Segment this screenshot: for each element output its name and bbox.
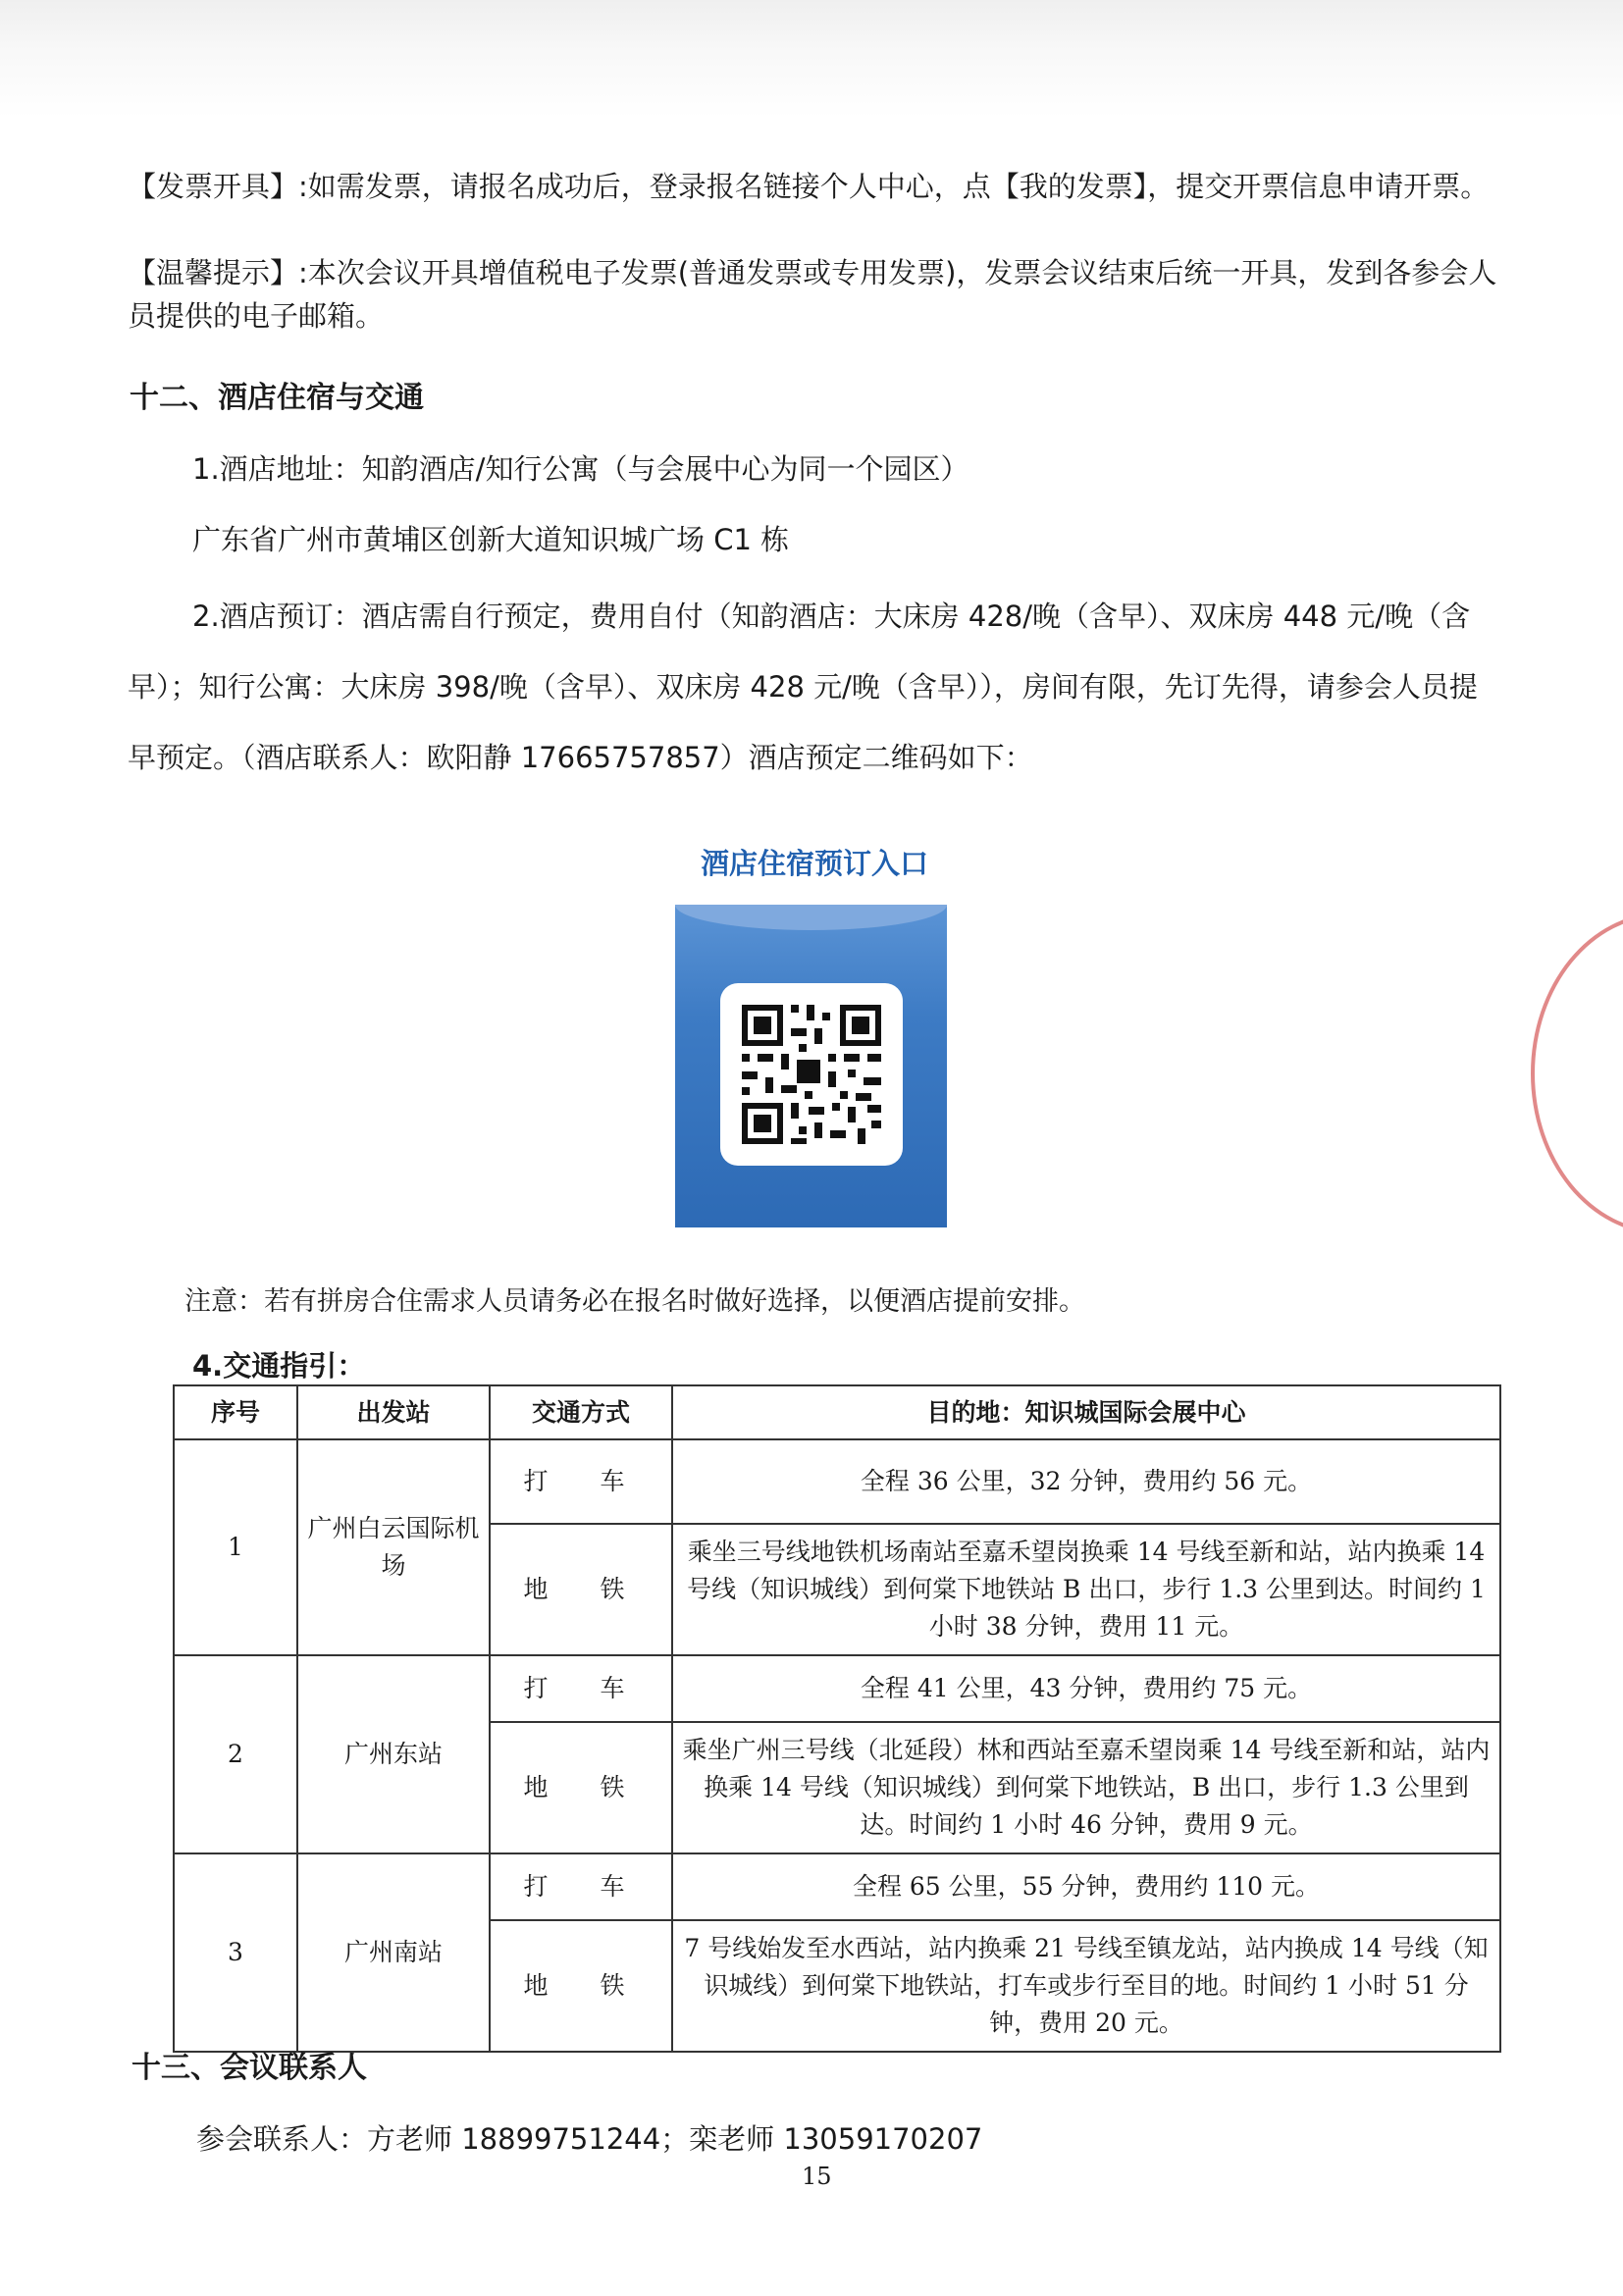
- row-2-station: 广州东站: [297, 1655, 490, 1853]
- section-13-title: 十三、会议联系人: [131, 2051, 367, 2085]
- invoice-issue-paragraph: [128, 165, 1501, 208]
- hotel-address-item: 1.酒店地址：知韵酒店/知行公寓（与会展中心为同一个园区）: [192, 452, 969, 486]
- row-1-metro-mode: 地 铁: [490, 1524, 672, 1655]
- invoice-tip-paragraph: [128, 251, 1501, 338]
- hotel-booking-qr-card[interactable]: [675, 905, 947, 1227]
- row-2-metro-mode: 地 铁: [490, 1722, 672, 1853]
- page-number: 15: [802, 2163, 832, 2190]
- invoice-tip-label: 【温馨提示】: [128, 256, 299, 289]
- row-2-taxi-desc: 全程 41 公里，43 分钟，费用约 75 元。: [672, 1655, 1500, 1722]
- traffic-guide-title: 4.交通指引：: [192, 1349, 366, 1383]
- invoice-issue-text: :如需发票，请报名成功后，登录报名链接个人中心，点【我的发票】，提交开票信息申请开票。: [298, 170, 1490, 203]
- row-1-taxi-desc: 全程 36 公里，32 分钟，费用约 56 元。: [672, 1439, 1500, 1524]
- traffic-table: [173, 1384, 1501, 2053]
- table-row: [174, 1655, 1500, 1722]
- scan-header-shade: [0, 0, 1623, 118]
- qr-code[interactable]: [720, 983, 903, 1166]
- hotel-booking-paragraph: 2.酒店预订：酒店需自行预定，费用自付（知韵酒店：大床房 428/晚（含早）、双床房 448 元/晚（含早）；知行公寓：大床房 398/晚（含早）、双床房 428 元/晚（含早）），房间有限，先订先得，请参会人员提早预定。（酒店联系人：欧阳静 17665757857）酒店预定二维码如下：: [128, 600, 1478, 774]
- contacts-line: 参会联系人：方老师 18899751244；栾老师 13059170207: [196, 2122, 983, 2156]
- invoice-issue-label: 【发票开具】: [128, 170, 299, 203]
- table-header-row: [174, 1385, 1500, 1439]
- row-1-no: 1: [174, 1439, 297, 1655]
- row-1-taxi-mode: 打 车: [490, 1439, 672, 1524]
- booking-note: 注意：若有拼房合住需求人员请务必在报名时做好选择，以便酒店提前安排。: [184, 1286, 1085, 1317]
- row-2-taxi-mode: 打 车: [490, 1655, 672, 1722]
- invoice-tip-text: :本次会议开具增值税电子发票(普通发票或专用发票)，发票会议结束后统一开具，发到各参会人员提供的电子邮箱。: [128, 256, 1497, 333]
- row-1-station: 广州白云国际机场: [297, 1439, 490, 1655]
- row-2-no: 2: [174, 1655, 297, 1853]
- header-mode: 交通方式: [490, 1385, 672, 1439]
- qr-code-icon: [720, 983, 903, 1166]
- row-3-no: 3: [174, 1853, 297, 2052]
- row-1-metro-desc: 乘坐三号线地铁机场南站至嘉禾望岗换乘 14 号线至新和站，站内换乘 14 号线（知识城线）到何棠下地铁站 B 出口，步行 1.3 公里到达。时间约 1 小时 38 分钟，费用 11 元。: [672, 1524, 1500, 1655]
- header-station: 出发站: [297, 1385, 490, 1439]
- red-seal-stamp: [1531, 913, 1623, 1234]
- header-no: 序号: [174, 1385, 297, 1439]
- row-3-taxi-mode: 打 车: [490, 1853, 672, 1920]
- row-3-metro-desc: 7 号线始发至水西站，站内换乘 21 号线至镇龙站，站内换成 14 号线（知识城线）到何棠下地铁站，打车或步行至目的地。时间约 1 小时 51 分钟，费用 20 元。: [672, 1920, 1500, 2052]
- row-2-metro-desc: 乘坐广州三号线（北延段）林和西站至嘉禾望岗乘 14 号线至新和站，站内换乘 14 号线（知识城线）到何棠下地铁站，B 出口，步行 1.3 公里到达。时间约 1 小时 46 分钟，费用 9 元。: [672, 1722, 1500, 1853]
- header-destination: 目的地：知识城国际会展中心: [672, 1385, 1500, 1439]
- table-row: [174, 1853, 1500, 1920]
- row-3-station: 广州南站: [297, 1853, 490, 2052]
- hotel-address-detail: 广东省广州市黄埔区创新大道知识城广场 C1 栋: [192, 523, 790, 556]
- qr-caption: 酒店住宿预订入口: [700, 847, 928, 880]
- section-12-title: 十二、酒店住宿与交通: [130, 381, 424, 415]
- table-row: [174, 1439, 1500, 1524]
- row-3-metro-mode: 地 铁: [490, 1920, 672, 2052]
- row-3-taxi-desc: 全程 65 公里，55 分钟，费用约 110 元。: [672, 1853, 1500, 1920]
